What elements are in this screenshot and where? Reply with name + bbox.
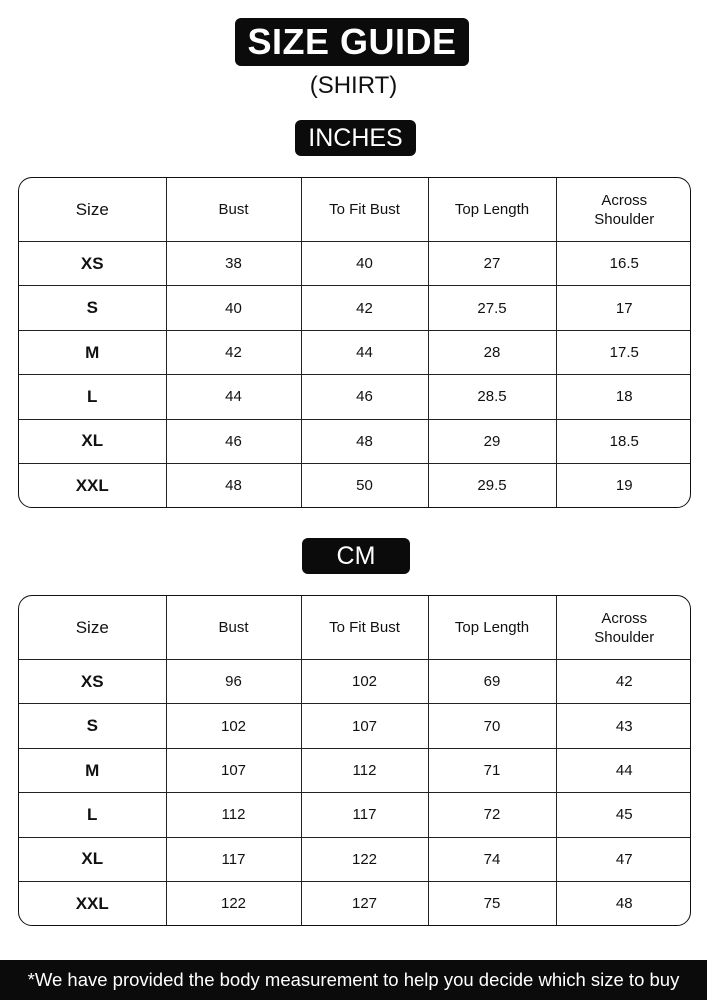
bust-cell: 48 (166, 464, 301, 507)
top-length-cell: 71 (428, 748, 556, 792)
across-shoulder-cell: 17 (556, 286, 691, 330)
footer-note: *We have provided the body measurement to help you decide which size to buy (0, 960, 707, 1000)
across-shoulder-cell: 43 (556, 704, 691, 748)
bust-cell: 38 (166, 242, 301, 286)
bust-cell: 122 (166, 882, 301, 925)
size-cell: S (19, 286, 166, 330)
column-header-top-length: Top Length (428, 596, 556, 660)
page-subtitle: (SHIRT) (309, 72, 398, 99)
column-header-across-shoulder: Across Shoulder (556, 596, 691, 660)
cm-label: CM (302, 538, 410, 574)
to-fit-bust-cell: 42 (301, 286, 428, 330)
cm-size-table (18, 595, 691, 926)
table-row (19, 837, 691, 881)
top-length-cell: 72 (428, 793, 556, 837)
across-shoulder-cell: 16.5 (556, 242, 691, 286)
bust-cell: 117 (166, 837, 301, 881)
bust-cell: 102 (166, 704, 301, 748)
bust-cell: 96 (166, 660, 301, 704)
column-header-bust: Bust (166, 178, 301, 242)
size-cell: XXL (19, 464, 166, 507)
bust-cell: 44 (166, 375, 301, 419)
top-length-cell: 29.5 (428, 464, 556, 507)
table-row (19, 286, 691, 330)
top-length-cell: 29 (428, 419, 556, 463)
size-cell: M (19, 330, 166, 374)
across-shoulder-cell: 47 (556, 837, 691, 881)
table-row (19, 419, 691, 463)
across-shoulder-cell: 17.5 (556, 330, 691, 374)
table-row (19, 660, 691, 704)
table-row (19, 242, 691, 286)
size-cell: S (19, 704, 166, 748)
top-length-cell: 69 (428, 660, 556, 704)
top-length-cell: 28.5 (428, 375, 556, 419)
to-fit-bust-cell: 40 (301, 242, 428, 286)
page-title: SIZE GUIDE (235, 18, 469, 66)
bust-cell: 40 (166, 286, 301, 330)
size-cell: XS (19, 660, 166, 704)
size-cell: XXL (19, 882, 166, 925)
table-row (19, 882, 691, 925)
top-length-cell: 27.5 (428, 286, 556, 330)
column-header-bust: Bust (166, 596, 301, 660)
column-header-to-fit-bust: To Fit Bust (301, 178, 428, 242)
bust-cell: 46 (166, 419, 301, 463)
table-header-row (19, 178, 691, 242)
size-cell: XS (19, 242, 166, 286)
bust-cell: 42 (166, 330, 301, 374)
to-fit-bust-cell: 50 (301, 464, 428, 507)
table-row (19, 793, 691, 837)
top-length-cell: 75 (428, 882, 556, 925)
table-row (19, 464, 691, 507)
size-cell: L (19, 793, 166, 837)
to-fit-bust-cell: 127 (301, 882, 428, 925)
bust-cell: 107 (166, 748, 301, 792)
inches-label: INCHES (295, 120, 416, 156)
table-row (19, 375, 691, 419)
across-shoulder-cell: 18.5 (556, 419, 691, 463)
size-cell: L (19, 375, 166, 419)
size-cell: XL (19, 837, 166, 881)
table-row (19, 748, 691, 792)
table-row (19, 704, 691, 748)
across-shoulder-cell: 42 (556, 660, 691, 704)
size-cell: M (19, 748, 166, 792)
top-length-cell: 28 (428, 330, 556, 374)
across-shoulder-cell: 44 (556, 748, 691, 792)
to-fit-bust-cell: 117 (301, 793, 428, 837)
bust-cell: 112 (166, 793, 301, 837)
across-shoulder-cell: 18 (556, 375, 691, 419)
column-header-across-shoulder: Across Shoulder (556, 178, 691, 242)
column-header-top-length: Top Length (428, 178, 556, 242)
to-fit-bust-cell: 44 (301, 330, 428, 374)
size-cell: XL (19, 419, 166, 463)
to-fit-bust-cell: 102 (301, 660, 428, 704)
across-shoulder-cell: 45 (556, 793, 691, 837)
across-shoulder-cell: 19 (615, 477, 633, 495)
column-header-size: Size (19, 178, 166, 242)
to-fit-bust-cell: 122 (301, 837, 428, 881)
across-shoulder-cell: 48 (615, 895, 633, 913)
top-length-cell: 74 (428, 837, 556, 881)
top-length-cell: 70 (428, 704, 556, 748)
to-fit-bust-cell: 46 (301, 375, 428, 419)
column-header-size: Size (19, 596, 166, 660)
column-header-to-fit-bust: To Fit Bust (301, 596, 428, 660)
to-fit-bust-cell: 48 (301, 419, 428, 463)
to-fit-bust-cell: 107 (301, 704, 428, 748)
top-length-cell: 27 (428, 242, 556, 286)
table-header-row (19, 596, 691, 660)
inches-size-table (18, 177, 691, 508)
table-row (19, 330, 691, 374)
to-fit-bust-cell: 112 (301, 748, 428, 792)
